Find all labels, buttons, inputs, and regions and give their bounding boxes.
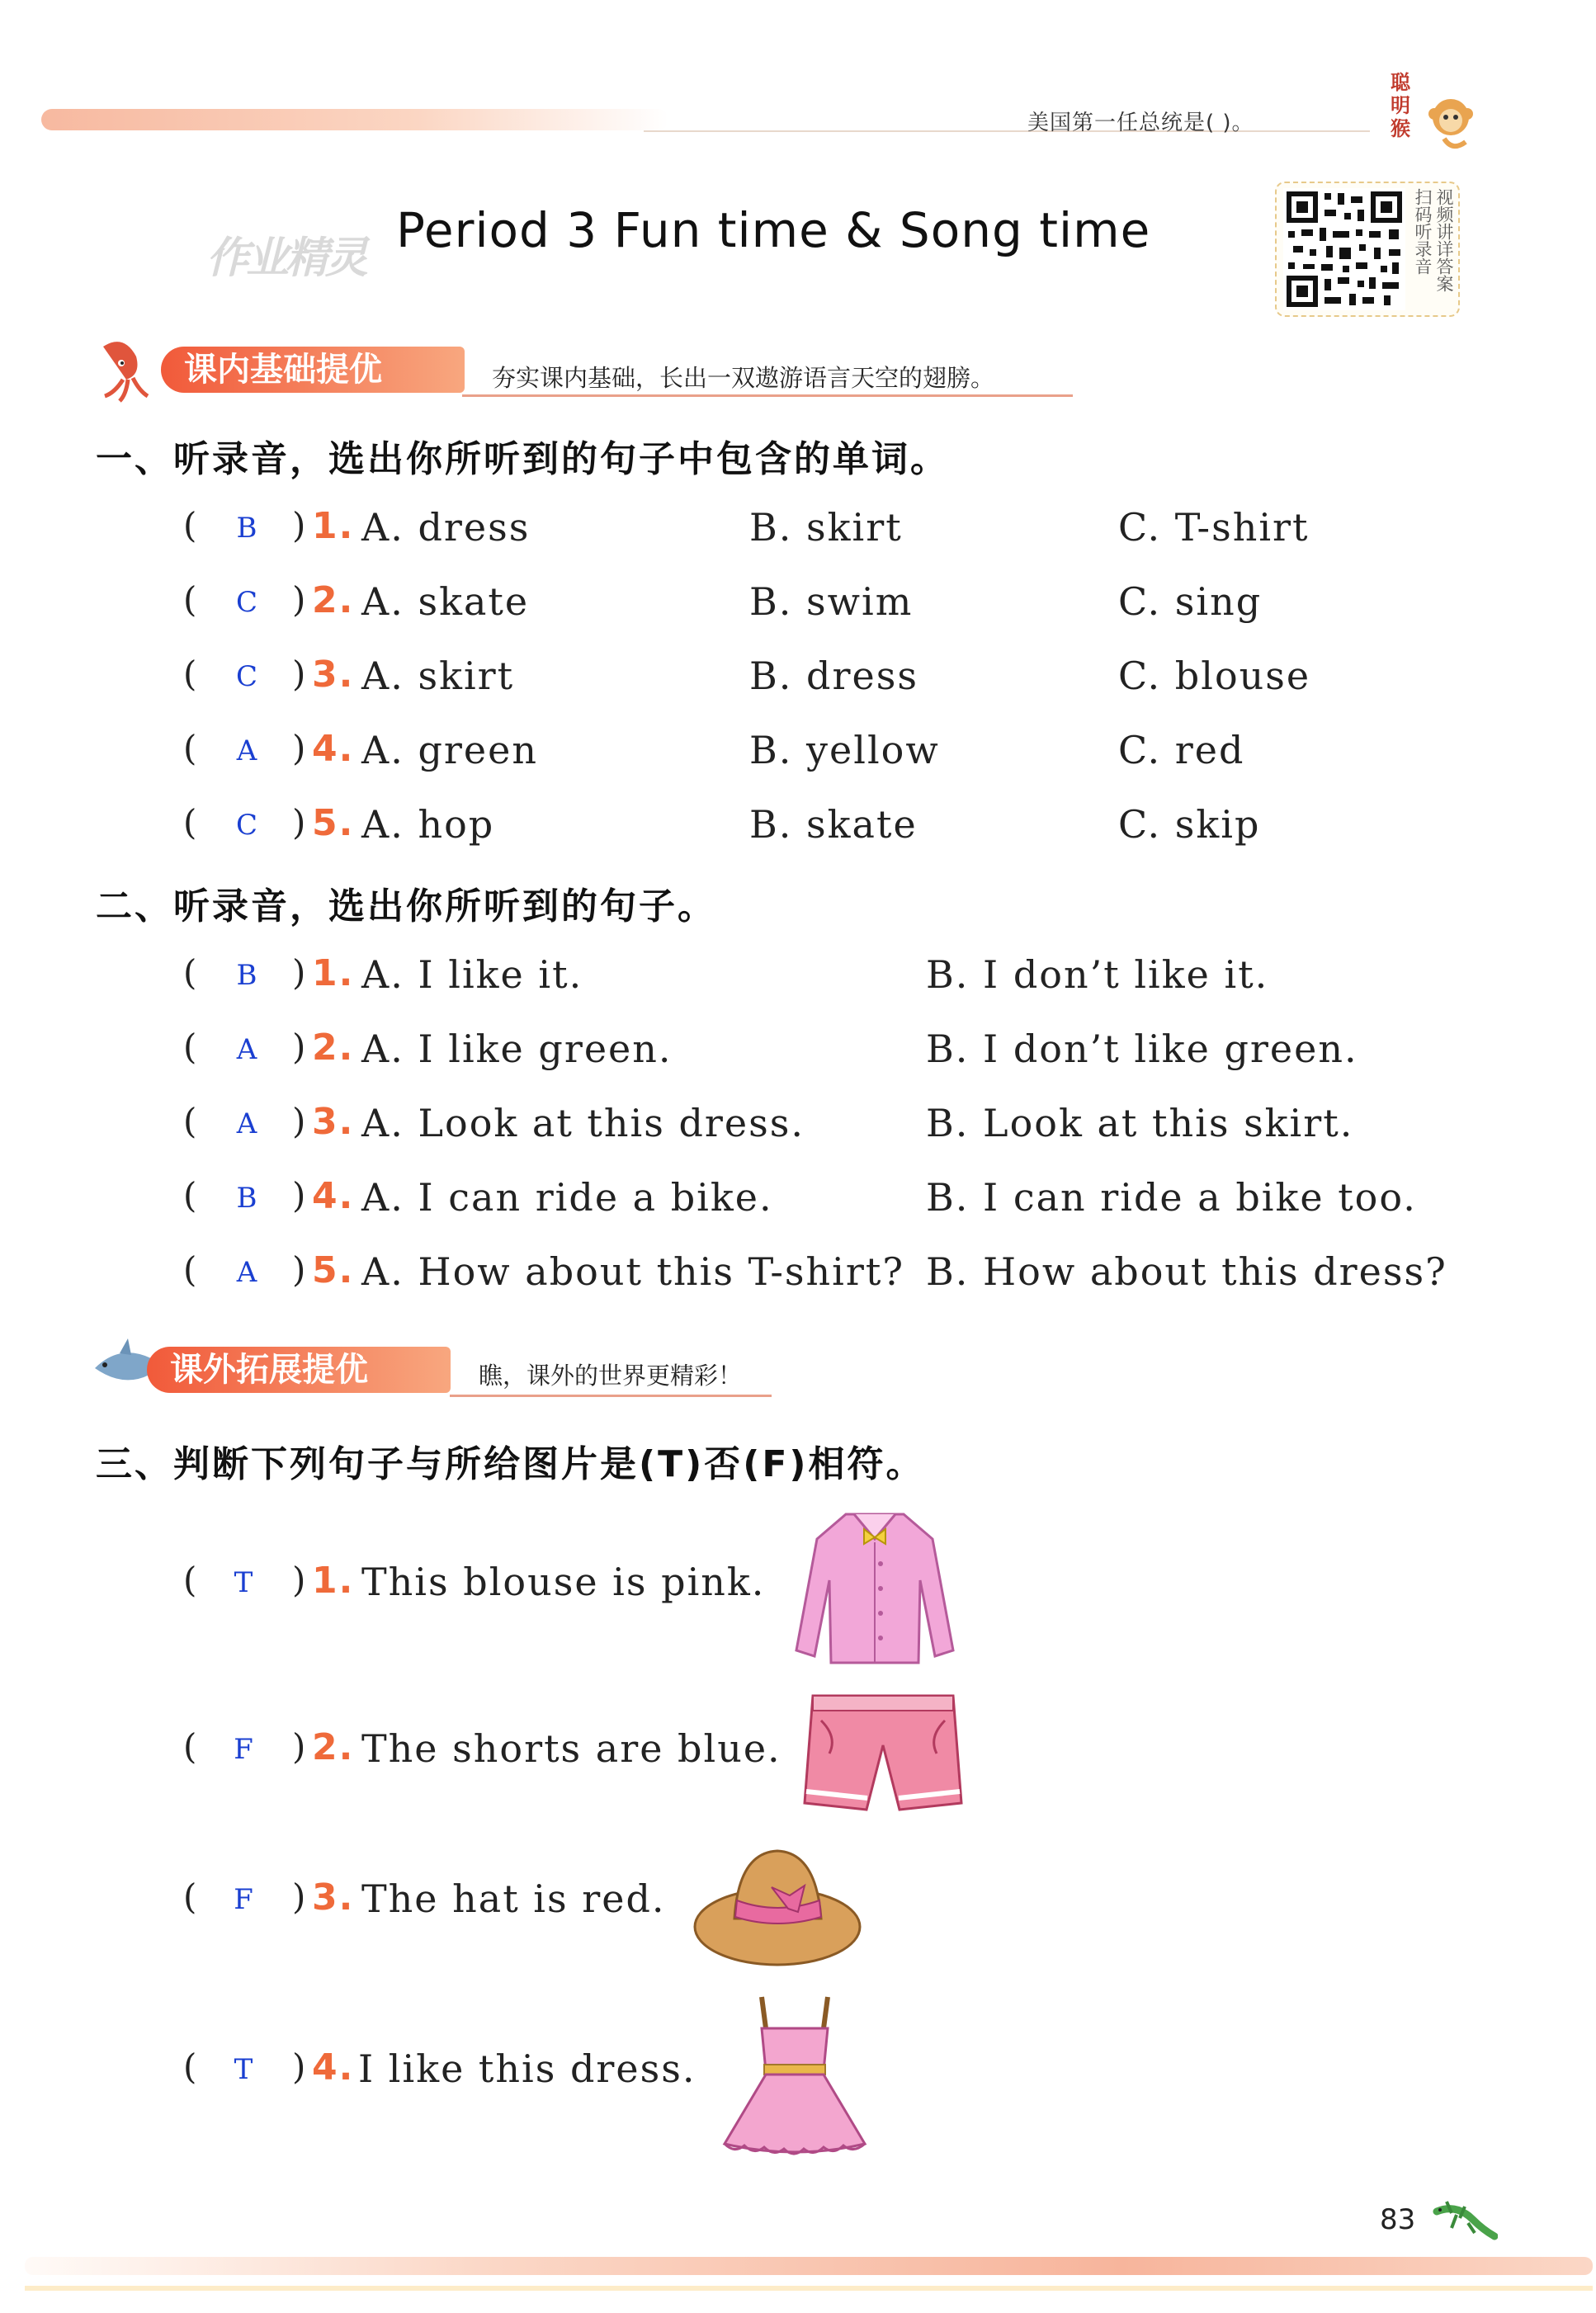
qr-caption: 扫码听录音	[1413, 188, 1433, 275]
close-paren: )	[292, 654, 308, 694]
statement: The shorts are blue.	[361, 1726, 781, 1771]
question-number: 3.	[312, 654, 355, 696]
question-number: 1.	[312, 952, 355, 994]
question-number: 3.	[312, 1101, 355, 1143]
answer-blank[interactable]: C	[235, 809, 259, 842]
answer-blank[interactable]: B	[236, 1182, 259, 1215]
section-banner-extended: 课外拓展提优	[147, 1347, 451, 1393]
open-paren: (	[183, 802, 199, 843]
close-paren: )	[292, 1726, 308, 1767]
open-paren: (	[183, 1249, 199, 1290]
section-banner-basic: 课内基础提优	[161, 347, 465, 393]
list-item	[0, 1099, 1596, 1157]
footer-band	[25, 2257, 1593, 2275]
answer-blank[interactable]: C	[235, 586, 259, 619]
open-paren: (	[183, 1560, 199, 1600]
question-number: 3.	[312, 1876, 355, 1919]
header-rule	[644, 130, 1370, 132]
option-b: B. dress	[749, 654, 918, 698]
option-b: B. swim	[749, 579, 914, 624]
answer-blank[interactable]: F	[234, 1733, 255, 1766]
page-number: 83	[1380, 2203, 1416, 2236]
option-b: B. skirt	[749, 505, 903, 550]
banner-underline	[462, 394, 1073, 397]
option-a: A. skate	[361, 579, 530, 624]
question-number: 1.	[312, 1560, 355, 1602]
close-paren: )	[292, 952, 308, 993]
open-paren: (	[183, 1101, 199, 1141]
option-b: B. I can ride a bike too.	[926, 1175, 1417, 1220]
answer-blank[interactable]: C	[235, 660, 259, 693]
answer-blank[interactable]: B	[236, 959, 259, 992]
close-paren: )	[292, 579, 308, 620]
answer-blank[interactable]: A	[236, 1107, 259, 1140]
list-item	[0, 951, 1596, 1008]
list-item	[0, 503, 1596, 561]
option-c: C. red	[1118, 728, 1245, 772]
option-b: B. Look at this skirt.	[926, 1101, 1354, 1145]
option-a: A. dress	[361, 505, 531, 550]
list-item	[0, 578, 1596, 635]
question-number: 5.	[312, 802, 355, 844]
footer-rule	[25, 2286, 1593, 2291]
section-subtitle: 瞧，课外的世界更精彩！	[479, 1362, 743, 1390]
answer-blank[interactable]: B	[236, 512, 259, 545]
pink-dress-image	[716, 1995, 873, 2160]
close-paren: )	[292, 1175, 308, 1216]
close-paren: )	[292, 1249, 308, 1290]
part2-heading: 二、听录音，选出你所听到的句子。	[96, 885, 716, 928]
option-a: A. green	[361, 728, 538, 772]
answer-blank[interactable]: A	[236, 734, 259, 767]
open-paren: (	[183, 654, 199, 694]
option-a: A. I like it.	[361, 952, 583, 997]
open-paren: (	[183, 1876, 199, 1917]
section-subtitle: 夯实课内基础，长出一双遨游语言天空的翅膀。	[492, 364, 995, 392]
list-item	[0, 726, 1596, 784]
answer-blank[interactable]: T	[234, 2053, 255, 2086]
option-b: B. I don’t like it.	[926, 952, 1269, 997]
close-paren: )	[292, 2046, 308, 2087]
question-number: 4.	[312, 1175, 355, 1217]
option-c: C. skip	[1118, 802, 1261, 847]
mascot-label: 聪明猴	[1391, 71, 1410, 140]
open-paren: (	[183, 505, 199, 545]
option-a: A. I can ride a bike.	[361, 1175, 773, 1220]
statement: The hat is red.	[361, 1876, 666, 1921]
answer-blank[interactable]: F	[234, 1883, 255, 1916]
part1-list	[0, 503, 1596, 875]
close-paren: )	[292, 802, 308, 843]
part2-list	[0, 951, 1596, 1330]
option-c: C. sing	[1118, 579, 1263, 624]
open-paren: (	[183, 728, 199, 768]
close-paren: )	[292, 1027, 308, 1067]
question-number: 2.	[312, 1726, 355, 1768]
option-c: C. T-shirt	[1118, 505, 1310, 550]
question-number: 1.	[312, 505, 355, 547]
answer-blank[interactable]: T	[234, 1566, 255, 1599]
open-paren: (	[183, 1027, 199, 1067]
open-paren: (	[183, 952, 199, 993]
page-title: Period 3 Fun time & Song time	[396, 202, 1151, 258]
open-paren: (	[183, 579, 199, 620]
option-b: B. I don’t like green.	[926, 1027, 1358, 1071]
list-item	[0, 1025, 1596, 1083]
watermark: 作业精灵	[206, 234, 366, 283]
qr-caption-2: 视频讲详答案	[1434, 188, 1454, 292]
option-b: B. skate	[749, 802, 918, 847]
question-number: 4.	[312, 728, 355, 770]
close-paren: )	[292, 1876, 308, 1917]
statement: This blouse is pink.	[361, 1560, 766, 1604]
question-number: 2.	[312, 579, 355, 621]
qr-code-icon[interactable]	[1283, 188, 1405, 310]
option-a: A. How about this T-shirt?	[361, 1249, 904, 1294]
pink-shorts-image	[796, 1688, 970, 1820]
question-number: 4.	[312, 2046, 355, 2089]
list-item	[0, 652, 1596, 710]
question-number: 2.	[312, 1027, 355, 1069]
lizard-icon	[1432, 2195, 1498, 2245]
close-paren: )	[292, 1101, 308, 1141]
banner-underline	[450, 1395, 772, 1397]
close-paren: )	[292, 505, 308, 545]
part3-heading: 三、判断下列句子与所给图片是(T)否(F)相符。	[96, 1443, 925, 1485]
part1-heading: 一、听录音，选出你所听到的句子中包含的单词。	[96, 438, 949, 480]
squid-icon	[87, 338, 165, 404]
list-item	[0, 1248, 1596, 1305]
option-a: A. skirt	[361, 654, 515, 698]
pink-blouse-image	[788, 1506, 961, 1671]
close-paren: )	[292, 728, 308, 768]
brown-hat-image	[689, 1836, 866, 1976]
list-item	[0, 1173, 1596, 1231]
list-item	[0, 800, 1596, 858]
open-paren: (	[183, 1726, 199, 1767]
statement: I like this dress.	[358, 2046, 696, 2091]
option-b: B. How about this dress?	[926, 1249, 1447, 1294]
option-b: B. yellow	[749, 728, 940, 772]
trivia-question: 美国第一任总统是( )。	[1027, 111, 1254, 135]
header-band	[41, 109, 668, 130]
option-a: A. hop	[361, 802, 495, 847]
open-paren: (	[183, 1175, 199, 1216]
option-a: A. Look at this dress.	[361, 1101, 805, 1145]
answer-blank[interactable]: A	[236, 1033, 259, 1066]
question-number: 5.	[312, 1249, 355, 1291]
answer-blank[interactable]: A	[236, 1256, 259, 1289]
option-a: A. I like green.	[361, 1027, 673, 1071]
open-paren: (	[183, 2046, 199, 2087]
close-paren: )	[292, 1560, 308, 1600]
option-c: C. blouse	[1118, 654, 1311, 698]
